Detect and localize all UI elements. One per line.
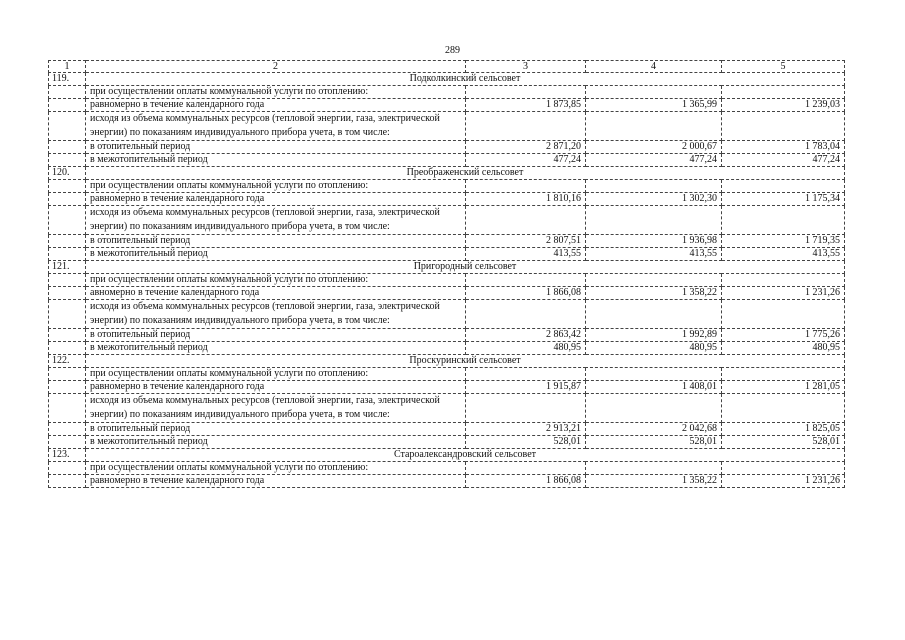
value-cell-v3: 480,95 [466,342,586,355]
value-cell-v4: 413,55 [586,248,722,261]
value-cell-v5: 528,01 [722,436,845,449]
index-cell [49,475,86,488]
value-cell-v5: 480,95 [722,342,845,355]
value-cell-v5 [722,462,845,475]
index-cell [49,329,86,342]
row-label: авномерно в течение календарного года [86,287,466,300]
value-cell-v5: 1 231,26 [722,475,845,488]
table-row [49,423,845,436]
value-cell-v3: 2 871,20 [466,141,586,154]
value-cell-v5: 1 281,05 [722,381,845,394]
table-row [49,274,845,287]
section-header-row [49,355,845,368]
table-row [49,86,845,99]
table-row [49,394,845,423]
row-label: в межотопительный период [86,154,466,167]
index-cell [49,180,86,193]
tariff-table [48,60,845,488]
value-cell-v5: 1 239,03 [722,99,845,112]
index-cell [49,436,86,449]
index-cell [49,206,86,235]
value-cell-v5 [722,180,845,193]
row-label: равномерно в течение календарного года [86,475,466,488]
value-cell-v3: 1 915,87 [466,381,586,394]
index-cell [49,274,86,287]
section-header-row [49,73,845,86]
value-cell-v4 [586,462,722,475]
table-row [49,154,845,167]
section-name: Староалександровский сельсовет [86,449,845,462]
row-label: равномерно в течение календарного года [86,99,466,112]
header-cell: 3 [466,61,586,73]
value-cell-v5: 477,24 [722,154,845,167]
value-cell-v5 [722,206,845,235]
value-cell-v5 [722,394,845,423]
row-label: при осуществлении оплаты коммунальной услуги по отоплению: [86,462,466,475]
value-cell-v4: 480,95 [586,342,722,355]
section-index: 123. [49,449,86,462]
row-label: при осуществлении оплаты коммунальной услуги по отоплению: [86,368,466,381]
row-label: в отопительный период [86,141,466,154]
section-index: 121. [49,261,86,274]
table-row [49,436,845,449]
table-row [49,180,845,193]
row-label: в отопительный период [86,235,466,248]
value-cell-v3: 1 810,16 [466,193,586,206]
table-row [49,329,845,342]
value-cell-v3 [466,180,586,193]
value-cell-v4: 2 000,67 [586,141,722,154]
index-cell [49,423,86,436]
value-cell-v4: 1 936,98 [586,235,722,248]
table-row [49,112,845,141]
row-label: исходя из объема коммунальных ресурсов (тепловой энергии, газа, электрической энергии) по показаниям индивидуального прибора учета, в том числе: [86,300,466,329]
table-row [49,300,845,329]
section-index: 119. [49,73,86,86]
section-index: 120. [49,167,86,180]
index-cell [49,112,86,141]
index-cell [49,368,86,381]
value-cell-v3 [466,112,586,141]
index-cell [49,154,86,167]
value-cell-v5: 1 825,05 [722,423,845,436]
value-cell-v4: 2 042,68 [586,423,722,436]
row-label: равномерно в течение календарного года [86,193,466,206]
index-cell [49,462,86,475]
row-label: исходя из объема коммунальных ресурсов (тепловой энергии, газа, электрической энергии) по показаниям индивидуального прибора учета, в том числе: [86,112,466,141]
row-label: в межотопительный период [86,342,466,355]
value-cell-v3 [466,462,586,475]
value-cell-v3: 413,55 [466,248,586,261]
index-cell [49,141,86,154]
table-row [49,368,845,381]
index-cell [49,394,86,423]
value-cell-v5: 1 175,34 [722,193,845,206]
value-cell-v4 [586,206,722,235]
table-row [49,248,845,261]
value-cell-v3 [466,274,586,287]
table-row [49,193,845,206]
row-label: при осуществлении оплаты коммунальной услуги по отоплению: [86,180,466,193]
value-cell-v4 [586,300,722,329]
value-cell-v4: 1 408,01 [586,381,722,394]
value-cell-v4: 477,24 [586,154,722,167]
section-name: Подколкинский сельсовет [86,73,845,86]
row-label: в межотопительный период [86,436,466,449]
value-cell-v4: 1 992,89 [586,329,722,342]
section-name: Проскуринский сельсовет [86,355,845,368]
value-cell-v3: 477,24 [466,154,586,167]
header-cell: 5 [722,61,845,73]
index-cell [49,99,86,112]
value-cell-v5 [722,112,845,141]
value-cell-v3: 1 866,08 [466,475,586,488]
value-cell-v5: 413,55 [722,248,845,261]
value-cell-v4: 1 365,99 [586,99,722,112]
index-cell [49,342,86,355]
table-row [49,206,845,235]
value-cell-v3: 1 873,85 [466,99,586,112]
table-row [49,462,845,475]
row-label: исходя из объема коммунальных ресурсов (тепловой энергии, газа, электрической энергии) по показаниям индивидуального прибора учета, в том числе: [86,394,466,423]
index-cell [49,86,86,99]
index-cell [49,193,86,206]
value-cell-v3: 2 913,21 [466,423,586,436]
value-cell-v4 [586,274,722,287]
table-row [49,381,845,394]
value-cell-v3: 2 807,51 [466,235,586,248]
row-label: равномерно в течение календарного года [86,381,466,394]
table-row [49,475,845,488]
index-cell [49,248,86,261]
value-cell-v4: 528,01 [586,436,722,449]
section-header-row [49,261,845,274]
value-cell-v4 [586,394,722,423]
value-cell-v3 [466,86,586,99]
table-row [49,141,845,154]
value-cell-v3: 1 866,08 [466,287,586,300]
table-row [49,235,845,248]
section-name: Пригородный сельсовет [86,261,845,274]
row-label: при осуществлении оплаты коммунальной услуги по отоплению: [86,274,466,287]
table-row [49,99,845,112]
value-cell-v4: 1 302,30 [586,193,722,206]
value-cell-v5: 1 231,26 [722,287,845,300]
section-header-row [49,167,845,180]
value-cell-v3 [466,368,586,381]
index-cell [49,381,86,394]
value-cell-v3: 2 863,42 [466,329,586,342]
index-cell [49,300,86,329]
table-header-row [49,61,845,73]
row-label: при осуществлении оплаты коммунальной услуги по отоплению: [86,86,466,99]
row-label: в отопительный период [86,329,466,342]
page-number: 289 [445,45,460,56]
value-cell-v4 [586,86,722,99]
table-row [49,287,845,300]
value-cell-v3 [466,394,586,423]
section-index: 122. [49,355,86,368]
row-label: в межотопительный период [86,248,466,261]
index-cell [49,287,86,300]
value-cell-v5 [722,368,845,381]
value-cell-v5: 1 775,26 [722,329,845,342]
value-cell-v5 [722,86,845,99]
value-cell-v4 [586,368,722,381]
value-cell-v3: 528,01 [466,436,586,449]
value-cell-v5: 1 719,35 [722,235,845,248]
header-cell: 1 [49,61,86,73]
value-cell-v3 [466,300,586,329]
table-row [49,342,845,355]
value-cell-v4 [586,180,722,193]
value-cell-v5 [722,274,845,287]
value-cell-v4 [586,112,722,141]
value-cell-v3 [466,206,586,235]
index-cell [49,235,86,248]
header-cell: 4 [586,61,722,73]
value-cell-v4: 1 358,22 [586,287,722,300]
value-cell-v5: 1 783,04 [722,141,845,154]
header-cell: 2 [86,61,466,73]
row-label: исходя из объема коммунальных ресурсов (тепловой энергии, газа, электрической энергии) по показаниям индивидуального прибора учета, в том числе: [86,206,466,235]
value-cell-v5 [722,300,845,329]
value-cell-v4: 1 358,22 [586,475,722,488]
section-header-row [49,449,845,462]
row-label: в отопительный период [86,423,466,436]
section-name: Преображенский сельсовет [86,167,845,180]
